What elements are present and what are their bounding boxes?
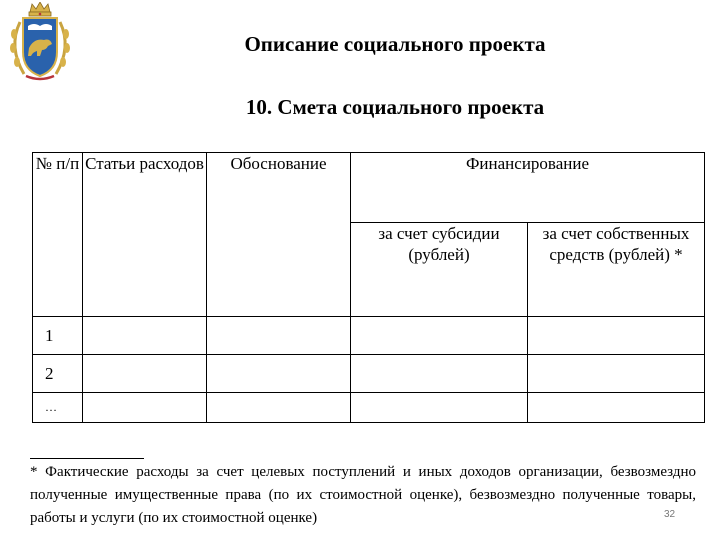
- header-expense-items: Статьи расходов: [83, 153, 207, 317]
- row-number: 1: [33, 317, 83, 355]
- table-cell: [528, 355, 705, 393]
- page-number: 32: [664, 509, 676, 520]
- page-title: Описание социального проекта: [244, 32, 546, 56]
- table-cell: [528, 393, 705, 423]
- row-number: …: [33, 393, 83, 423]
- table-cell: [83, 355, 207, 393]
- table-cell: [83, 317, 207, 355]
- footnote-text: * Фактические расходы за счет целевых поступлений и иных доходов организации, безвозмездно полученные имущественные права (по их стоимостной оценке), безвозмездно полученные товары, работы и услуги (по их стоимостной оценке): [30, 464, 696, 526]
- header-justification: Обоснование: [207, 153, 351, 317]
- budget-table: [32, 152, 705, 423]
- table-row: [33, 317, 705, 355]
- table-cell: [207, 355, 351, 393]
- footnote-divider: [30, 458, 144, 459]
- table-cell: [83, 393, 207, 423]
- table-cell: [207, 317, 351, 355]
- table-cell: [207, 393, 351, 423]
- table-cell: [528, 317, 705, 355]
- table-row: [33, 393, 705, 423]
- header-number: № п/п: [33, 153, 83, 317]
- table-row: [33, 355, 705, 393]
- row-number: 2: [33, 355, 83, 393]
- header-financing: Финансирование: [351, 153, 705, 223]
- section-title: 10. Смета социального проекта: [245, 95, 545, 119]
- table-cell: [351, 355, 528, 393]
- table-header-row: [33, 153, 705, 223]
- table-cell: [351, 317, 528, 355]
- table-cell: [351, 393, 528, 423]
- header-subsidy: за счет субсидии (рублей): [351, 223, 528, 317]
- crown-icon: [29, 2, 51, 16]
- header-own-funds: за счет собственных средств (рублей) *: [528, 223, 705, 317]
